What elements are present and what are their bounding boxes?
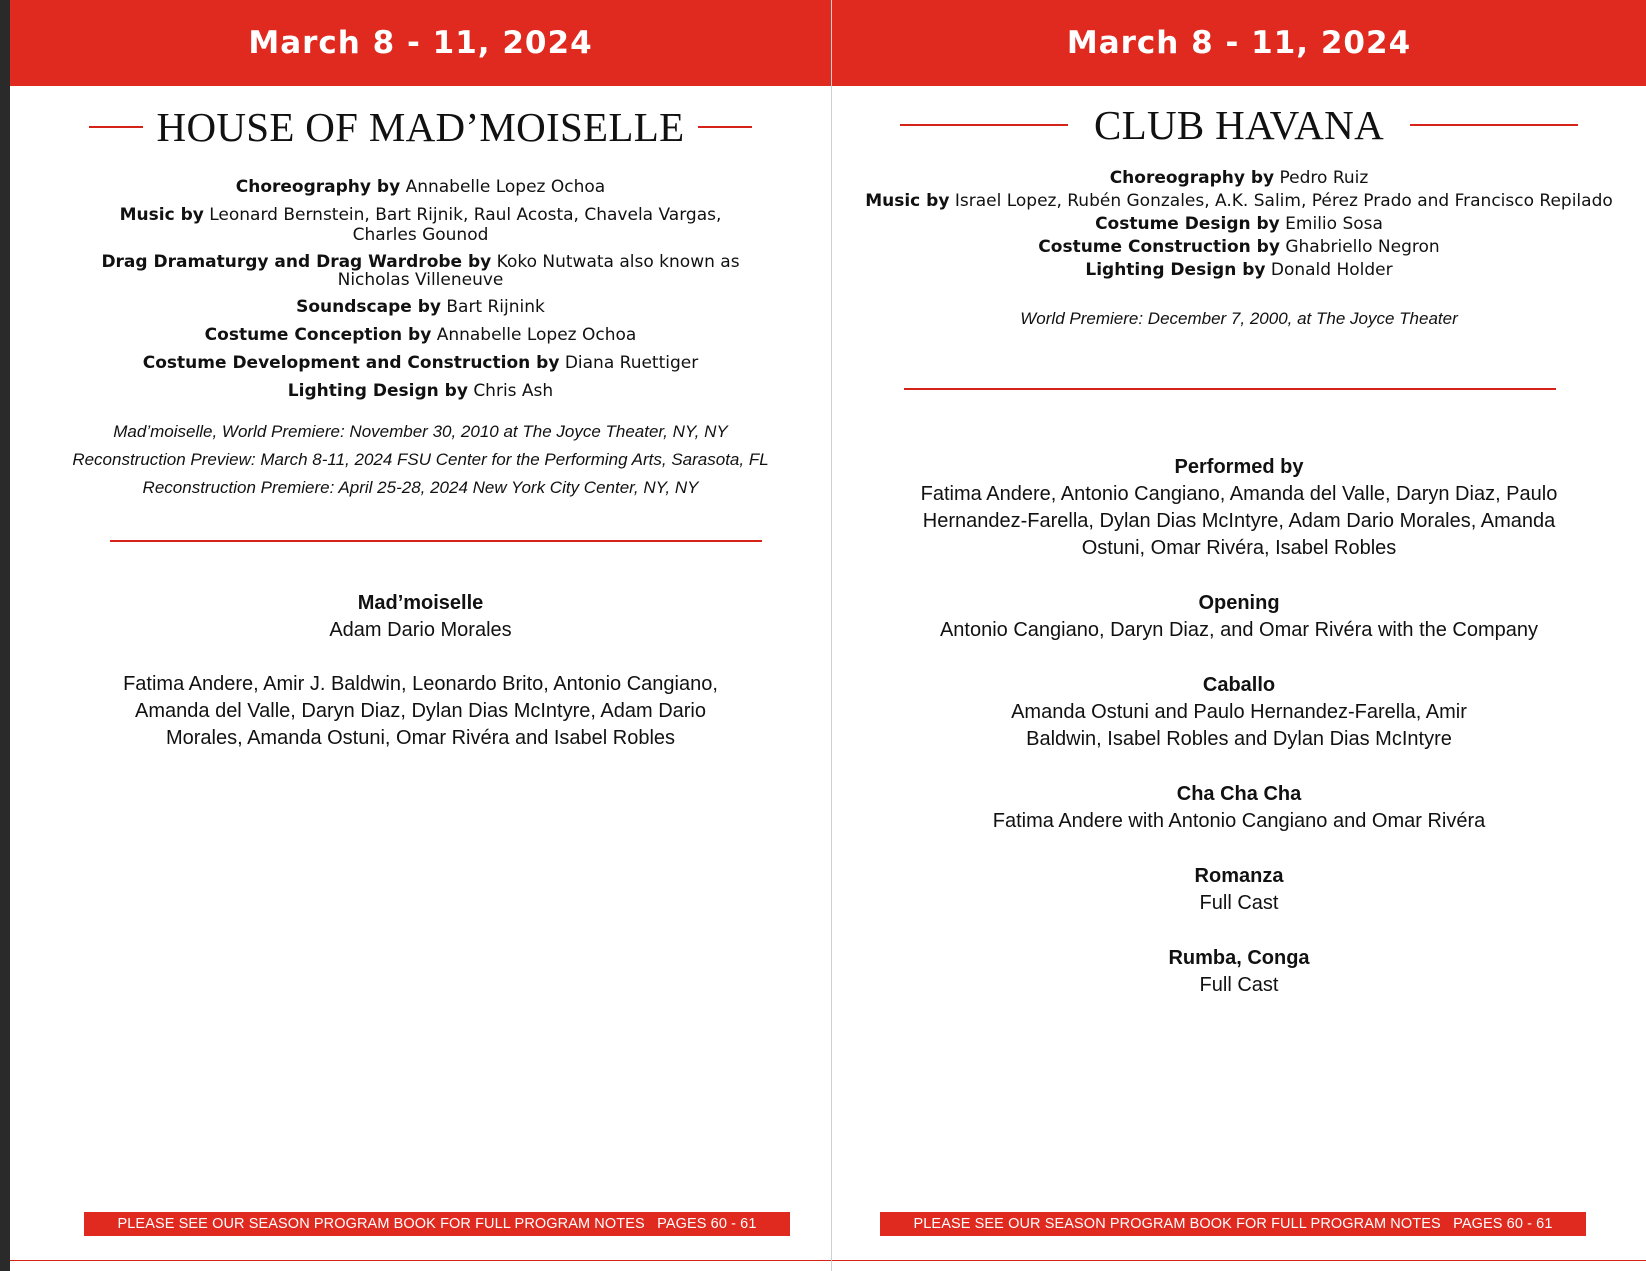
section-title: Romanza (1194, 865, 1284, 887)
right-title-rule-left (900, 124, 1068, 126)
section-title: Opening (1198, 592, 1280, 614)
right-footer-text: PLEASE SEE OUR SEASON PROGRAM BOOK FOR FULL PROGRAM NOTES PAGES 60 - 61 (913, 1216, 1553, 1232)
right-premiere (832, 309, 1646, 329)
cast-section (892, 863, 1586, 917)
right-title-row (832, 101, 1646, 149)
premiere-line: Reconstruction Preview: March 8-11, 2024 FSU Center for the Performing Arts, Sarasota, FL (72, 450, 769, 469)
credit-line: Soundscape by Bart Rijnink (296, 297, 545, 317)
credit-line: Music by Leonard Bernstein, Bart Rijnik, Raul Acosta, Chavela Vargas, Charles Gounod (119, 205, 722, 245)
left-divider (110, 540, 762, 542)
section-body: Antonio Cangiano, Daryn Diaz, and Omar Rivéra with the Company (939, 619, 1539, 641)
right-bottom-rule (832, 1260, 1646, 1261)
left-title-rule-right (698, 126, 752, 128)
credit-line: Choreography by Annabelle Lopez Ochoa (235, 177, 606, 197)
role-performer: Adam Dario Morales (329, 619, 512, 641)
left-date: March 8 - 11, 2024 (248, 25, 593, 61)
credit-line: Music by Israel Lopez, Rubén Gonzales, A.K. Salim, Pérez Prado and Francisco Repilado (865, 191, 1613, 211)
cast-section (892, 781, 1586, 835)
ensemble-list: Fatima Andere, Amir J. Baldwin, Leonardo Brito, Antonio Cangiano, Amanda del Valle, Daryn Diaz, Dylan Dias McIntyre, Adam Dario Morales, Amanda Ostuni, Omar Rivéra and Isabel Robles (123, 673, 718, 749)
credit-line: Costume Construction by Ghabriello Negron (1038, 237, 1440, 257)
section-title: Performed by (1174, 456, 1304, 478)
left-footer-text: PLEASE SEE OUR SEASON PROGRAM BOOK FOR FULL PROGRAM NOTES PAGES 60 - 61 (117, 1216, 757, 1232)
right-title-rule-right (1410, 124, 1578, 126)
cast-section (892, 945, 1586, 999)
credit-line: Lighting Design by Chris Ash (287, 381, 554, 401)
premiere-line: Mad’moiselle, World Premiere: November 30, 2010 at The Joyce Theater, NY, NY (113, 422, 728, 441)
left-premieres (10, 418, 831, 502)
section-title: Caballo (1202, 674, 1276, 696)
credit-line: Costume Development and Construction by Diana Ruettiger (142, 353, 699, 373)
left-credits (90, 177, 751, 401)
section-title: Cha Cha Cha (1176, 783, 1302, 805)
right-date-band (832, 0, 1646, 86)
premiere-line: World Premiere: December 7, 2000, at The Joyce Theater (1020, 309, 1458, 328)
credit-line: Drag Dramaturgy and Drag Wardrobe by Koko Nutwata also known as Nicholas Villeneuve (101, 252, 740, 290)
credit-line: Choreography by Pedro Ruiz (1109, 168, 1369, 188)
left-title-rule-left (89, 126, 143, 128)
left-cast (95, 590, 746, 752)
right-date: March 8 - 11, 2024 (1066, 25, 1412, 61)
credit-line: Costume Conception by Annabelle Lopez Ochoa (204, 325, 637, 345)
cast-section (892, 454, 1586, 562)
section-body: Full Cast (1199, 892, 1279, 914)
right-page (831, 0, 1646, 1271)
right-page-title: CLUB HAVANA (1094, 102, 1384, 148)
credit-line: Lighting Design by Donald Holder (1085, 260, 1393, 280)
cast-section (892, 672, 1586, 753)
left-date-band (10, 0, 831, 86)
section-body: Fatima Andere, Antonio Cangiano, Amanda del Valle, Daryn Diaz, Paulo Hernandez-Farella, Dylan Dias McIntyre, Adam Dario Morales, Amanda Ostuni, Omar Rivéra, Isabel Robles (920, 483, 1558, 559)
section-title: Rumba, Conga (1168, 947, 1310, 969)
right-divider (904, 388, 1556, 390)
credit-line: Costume Design by Emilio Sosa (1095, 214, 1383, 234)
left-page-title: HOUSE OF MAD’MOISELLE (156, 104, 685, 150)
right-credits (852, 167, 1626, 282)
section-body: Amanda Ostuni and Paulo Hernandez-Farella, Amir Baldwin, Isabel Robles and Dylan Dias McIntyre (1011, 701, 1467, 750)
left-bottom-rule (10, 1260, 831, 1261)
left-footer-bar (84, 1212, 790, 1236)
section-body: Fatima Andere with Antonio Cangiano and Omar Rivéra (992, 810, 1486, 832)
role-title: Mad’moiselle (357, 592, 484, 614)
premiere-line: Reconstruction Premiere: April 25-28, 2024 New York City Center, NY, NY (142, 478, 699, 497)
right-cast (892, 454, 1586, 1027)
section-body: Full Cast (1199, 974, 1279, 996)
left-title-row (10, 103, 831, 151)
right-footer-bar (880, 1212, 1586, 1236)
cast-section (892, 590, 1586, 644)
